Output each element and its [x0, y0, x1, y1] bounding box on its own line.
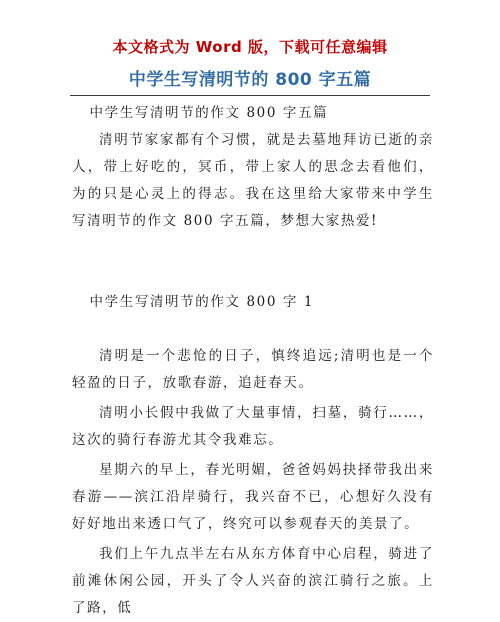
editable-notice: 本文格式为 Word 版，下载可任意编辑 [112, 38, 388, 56]
paragraph: 清明是一个悲怆的日子，慎终追远;清明也是一个轻盈的日子，放歌春游，追赶春天。 [72, 348, 434, 391]
paragraph: 我们上午九点半左右从东方体育中心启程，骑进了前滩休闲公园，开头了令人兴奋的滨江骑行之旅。上了路，低 [72, 546, 434, 616]
intro-heading: 中学生写清明节的作文 800 字五篇 [89, 105, 329, 121]
title-divider [70, 95, 430, 96]
document-title: 中学生写清明节的 800 字五篇 [128, 70, 372, 90]
paragraph: 星期六的早上，春光明媚，爸爸妈妈抉择带我出来春游——滨江沿岸骑行，我兴奋不已，心想好久没有好好地出来透口气了，终究可以参观春天的美景了。 [72, 462, 434, 532]
spacer [72, 316, 434, 343]
intro-paragraph: 清明节家家都有个习惯，就是去墓地拜访已逝的亲人，带上好吃的，冥币，带上家人的思念去看他们，为的只是心灵上的得志。我在这里给大家带来中学生写清明节的作文 800 字五篇，梦想大家热爱! [72, 132, 434, 229]
spacer [72, 235, 434, 289]
essay-heading: 中学生写清明节的作文 800 字 1 [89, 294, 315, 310]
document-body [72, 100, 434, 622]
paragraph: 清明小长假中我做了大量事情，扫墓，骑行……，这次的骑行春游尤其令我难忘。 [72, 405, 434, 448]
